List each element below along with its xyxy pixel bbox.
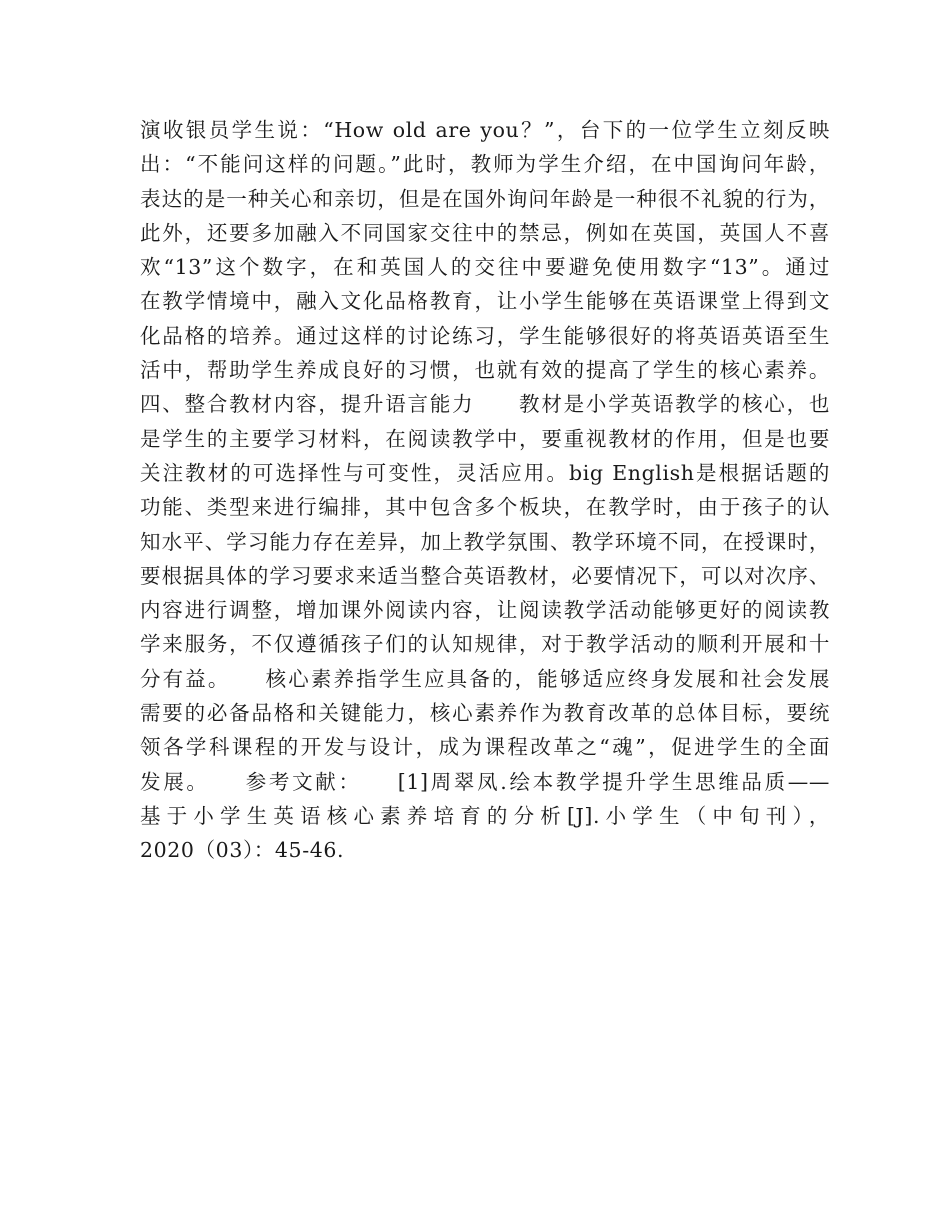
text-line: 要根据具体的学习要求来适当整合英语教材，必要情况下，可以对次序、	[140, 563, 830, 588]
text-line: 内容进行调整，增加课外阅读内容，让阅读教学活动能够更好的阅读教	[140, 598, 830, 623]
text-line: 活中，帮助学生养成良好的习惯，也就有效的提高了学生的核心素养。	[140, 358, 830, 383]
text-line: 关注教材的可选择性与可变性，灵活应用。big English是根据话题的	[140, 460, 830, 485]
text-line: 发展。 参考文献： [1]周翠凤.绘本教学提升学生思维品质——	[140, 769, 830, 794]
body-text	[140, 113, 830, 868]
text-line: 出：“不能问这样的问题。”此时，教师为学生介绍，在中国询问年龄，	[140, 152, 830, 177]
text-line: 演收银员学生说：“How old are you？”，台下的一位学生立刻反映	[140, 118, 830, 142]
text-line: 需要的必备品格和关键能力，核心素养作为教育改革的总体目标，要统	[140, 701, 830, 726]
text-line: 知水平、学习能力存在差异，加上教学氛围、教学环境不同，在授课时，	[140, 529, 830, 554]
text-line: 分有益。 核心素养指学生应具备的，能够适应终身发展和社会发展	[140, 666, 830, 691]
text-line: 学来服务，不仅遵循孩子们的认知规律，对于教学活动的顺利开展和十	[140, 632, 830, 657]
text-line: 领各学科课程的开发与设计，成为课程改革之“魂”，促进学生的全面	[140, 735, 830, 760]
text-line: 四、整合教材内容，提升语言能力 教材是小学英语教学的核心，也	[140, 392, 830, 417]
text-line: 此外，还要多加融入不同国家交往中的禁忌，例如在英国，英国人不喜	[140, 220, 830, 245]
text-line: 表达的是一种关心和亲切，但是在国外询问年龄是一种很不礼貌的行为，	[140, 186, 830, 211]
text-line: 欢“13”这个数字，在和英国人的交往中要避免使用数字“13”。通过	[140, 255, 830, 280]
text-line: 是学生的主要学习材料，在阅读教学中，要重视教材的作用，但是也要	[140, 426, 830, 451]
reference-line: 基于小学生英语核心素养培育的分析[J].小学生（中旬刊），	[140, 803, 830, 828]
reference-line: 2020（03）：45-46.	[140, 838, 345, 863]
text-line: 在教学情境中，融入文化品格教育，让小学生能够在英语课堂上得到文	[140, 289, 830, 314]
text-line: 功能、类型来进行编排，其中包含多个板块，在教学时，由于孩子的认	[140, 495, 830, 520]
text-line: 化品格的培养。通过这样的讨论练习，学生能够很好的将英语英语至生	[140, 323, 830, 348]
